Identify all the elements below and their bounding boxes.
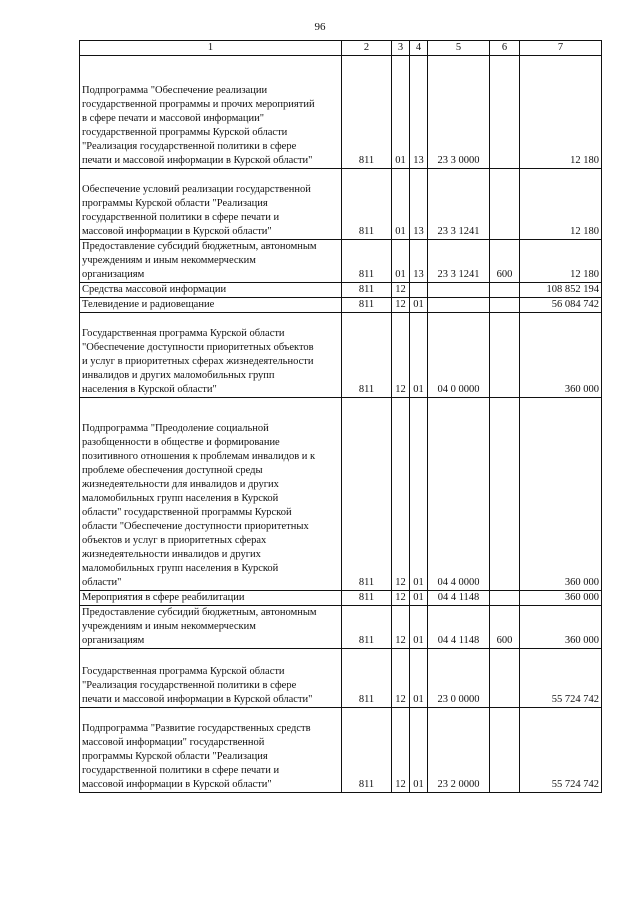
column-header: 2 [342, 41, 392, 56]
code-cell: 811 [342, 398, 392, 591]
row-name: Подпрограмма "Обеспечение реализации государственной программы и прочих мероприятий в сфере печати и массовой информации" государственной программы Курской области "Реализация государственной политики в сфере печати и массовой информации в Курской области" [82, 85, 315, 166]
amount-cell: 56 084 742 [520, 298, 602, 313]
target-cell: 04 4 0000 [428, 398, 490, 591]
amount-cell: 55 724 742 [520, 649, 602, 708]
row-name: Предоставление субсидий бюджетным, автономным учреждениям и иным некоммерческим организациям [82, 607, 317, 646]
row-name-cell [80, 591, 342, 606]
target-cell: 04 4 1148 [428, 606, 490, 649]
amount-cell: 360 000 [520, 313, 602, 398]
subsection-cell: 01 [410, 591, 428, 606]
code-cell: 811 [342, 591, 392, 606]
row-name: Обеспечение условий реализации государственной программы Курской области "Реализация государственной политики в сфере печати и массовой информации в Курской области" [82, 184, 311, 237]
row-name-cell [80, 313, 342, 398]
amount-cell: 12 180 [520, 56, 602, 169]
target-cell [428, 283, 490, 298]
column-header: 3 [392, 41, 410, 56]
row-name-cell [80, 283, 342, 298]
code-cell: 811 [342, 708, 392, 793]
row-name: Предоставление субсидий бюджетным, автономным учреждениям и иным некоммерческим организациям [82, 241, 317, 280]
table-row [80, 56, 602, 169]
budget-table [79, 40, 602, 793]
type-cell [490, 169, 520, 240]
table-row [80, 298, 602, 313]
code-cell: 811 [342, 606, 392, 649]
target-cell: 23 2 0000 [428, 708, 490, 793]
code-cell: 811 [342, 56, 392, 169]
target-cell [428, 298, 490, 313]
target-cell: 23 3 1241 [428, 240, 490, 283]
amount-cell: 12 180 [520, 240, 602, 283]
section-cell: 12 [392, 283, 410, 298]
row-name-cell [80, 169, 342, 240]
target-cell: 04 0 0000 [428, 313, 490, 398]
section-cell: 12 [392, 649, 410, 708]
table-row [80, 398, 602, 591]
type-cell [490, 313, 520, 398]
column-header: 4 [410, 41, 428, 56]
row-name-cell [80, 649, 342, 708]
subsection-cell: 01 [410, 298, 428, 313]
column-header: 1 [80, 41, 342, 56]
page-number: 96 [314, 21, 326, 33]
row-name-cell [80, 298, 342, 313]
target-cell: 23 0 0000 [428, 649, 490, 708]
type-cell: 600 [490, 606, 520, 649]
section-cell: 12 [392, 313, 410, 398]
section-cell: 12 [392, 398, 410, 591]
table-row [80, 169, 602, 240]
subsection-cell: 13 [410, 56, 428, 169]
row-name-cell [80, 606, 342, 649]
row-name-cell [80, 398, 342, 591]
code-cell: 811 [342, 240, 392, 283]
table-row [80, 591, 602, 606]
section-cell: 12 [392, 591, 410, 606]
amount-cell: 12 180 [520, 169, 602, 240]
amount-cell: 108 852 194 [520, 283, 602, 298]
section-cell: 12 [392, 606, 410, 649]
target-cell: 04 4 1148 [428, 591, 490, 606]
row-name-cell [80, 56, 342, 169]
type-cell [490, 708, 520, 793]
type-cell [490, 298, 520, 313]
subsection-cell: 01 [410, 398, 428, 591]
subsection-cell: 01 [410, 606, 428, 649]
row-name: Средства массовой информации [82, 284, 227, 295]
table-row [80, 606, 602, 649]
amount-cell: 360 000 [520, 398, 602, 591]
row-name: Подпрограмма "Развитие государственных средств массовой информации" государственной программы Курской области "Реализация государственной политики в сфере печати и массовой информации в Курской области" [82, 723, 311, 790]
type-cell [490, 649, 520, 708]
row-name: Мероприятия в сфере реабилитации [82, 592, 245, 603]
subsection-cell: 13 [410, 240, 428, 283]
subsection-cell: 01 [410, 649, 428, 708]
target-cell: 23 3 0000 [428, 56, 490, 169]
amount-cell: 360 000 [520, 591, 602, 606]
section-cell: 01 [392, 56, 410, 169]
row-name-cell [80, 240, 342, 283]
code-cell: 811 [342, 283, 392, 298]
table-row [80, 240, 602, 283]
subsection-cell [410, 283, 428, 298]
subsection-cell: 13 [410, 169, 428, 240]
code-cell: 811 [342, 649, 392, 708]
table-row [80, 708, 602, 793]
type-cell [490, 283, 520, 298]
row-name: Подпрограмма "Преодоление социальной разобщенности в обществе и формирование позитивного отношения к проблемам инвалидов и к проблеме обеспечения доступной среды жизнедеятельности для инвалидов и других маломобильных групп населения в Курской области" государственной программы Курской области "Обеспечение доступности приоритетных объектов и услуг в приоритетных сферах жизнедеятельности инвалидов и других маломобильных групп населения в Курской области" [82, 423, 316, 588]
amount-cell: 360 000 [520, 606, 602, 649]
column-header: 7 [520, 41, 602, 56]
row-name: Телевидение и радиовещание [82, 299, 215, 310]
type-cell: 600 [490, 240, 520, 283]
section-cell: 12 [392, 708, 410, 793]
section-cell: 01 [392, 169, 410, 240]
table-row [80, 649, 602, 708]
target-cell: 23 3 1241 [428, 169, 490, 240]
column-header: 6 [490, 41, 520, 56]
code-cell: 811 [342, 313, 392, 398]
subsection-cell: 01 [410, 708, 428, 793]
table-row [80, 313, 602, 398]
type-cell [490, 398, 520, 591]
row-name: Государственная программа Курской области "Реализация государственной политики в сфере печати и массовой информации в Курской области" [82, 666, 313, 705]
table-row [80, 283, 602, 298]
column-header: 5 [428, 41, 490, 56]
code-cell: 811 [342, 169, 392, 240]
subsection-cell: 01 [410, 313, 428, 398]
row-name: Государственная программа Курской области "Обеспечение доступности приоритетных объектов и услуг в приоритетных сферах жизнедеятельности инвалидов и других маломобильных групп населения в Курской области" [82, 328, 314, 395]
type-cell [490, 591, 520, 606]
amount-cell: 55 724 742 [520, 708, 602, 793]
row-name-cell [80, 708, 342, 793]
section-cell: 01 [392, 240, 410, 283]
type-cell [490, 56, 520, 169]
section-cell: 12 [392, 298, 410, 313]
code-cell: 811 [342, 298, 392, 313]
header-row [80, 41, 602, 56]
